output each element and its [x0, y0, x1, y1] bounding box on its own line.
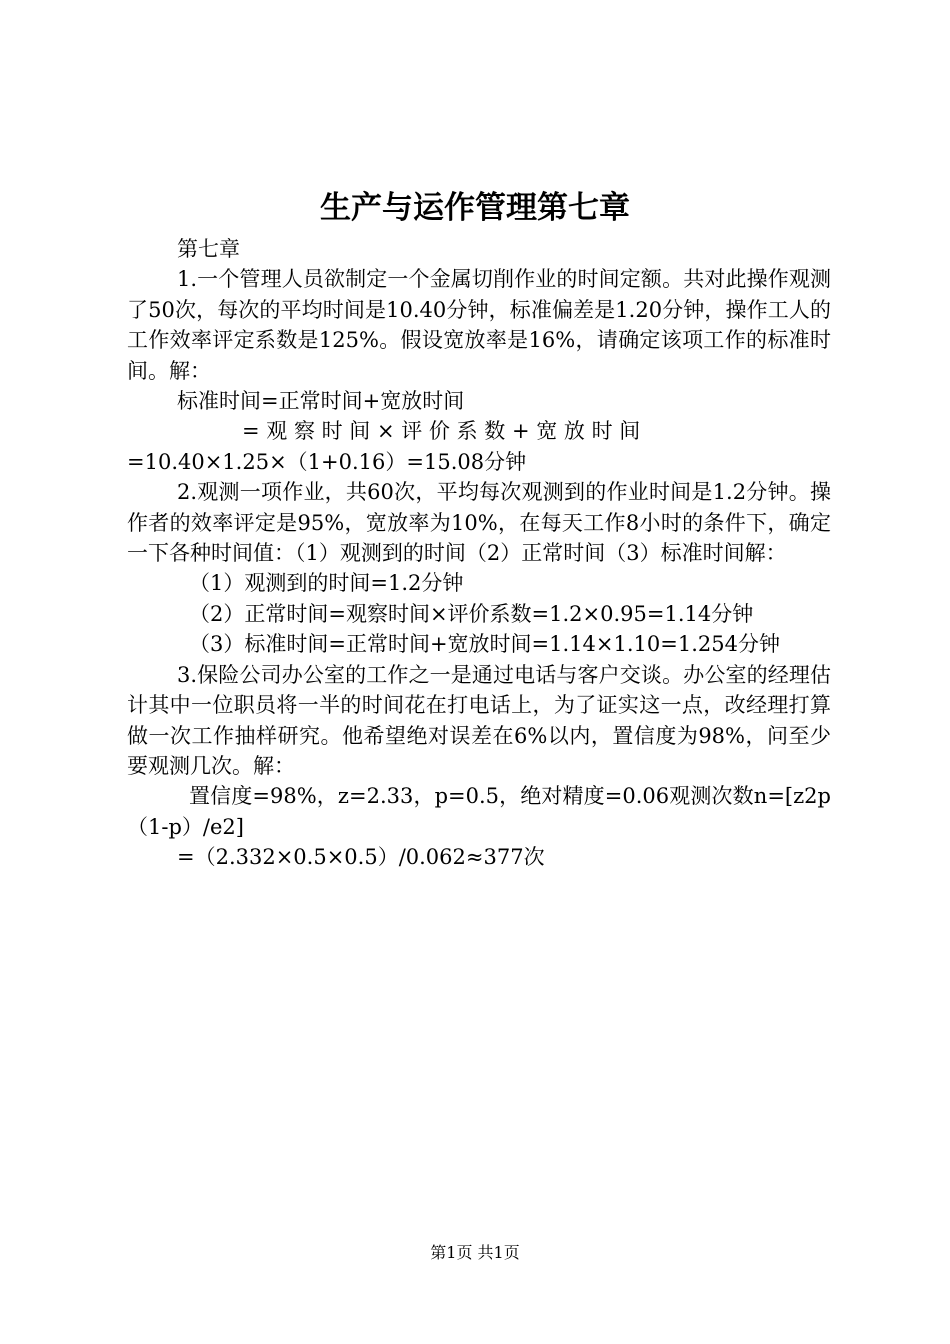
question-1: 1.一个管理人员欲制定一个金属切削作业的时间定额。共对此操作观测了50次，每次的平均时间是10.40分钟，标准偏差是1.20分钟，操作工人的工作效率评定系数是125%。假设宽放率是16%，请确定该项工作的标准时间。解： — [127, 267, 831, 383]
q2-answer-2: （2）正常时间=观察时间×评价系数=1.2×0.95=1.14分钟 — [189, 601, 754, 626]
question-3: 3.保险公司办公室的工作之一是通过电话与客户交谈。办公室的经理估计其中一位职员将一半的时间花在打电话上，为了证实这一点，改经理打算做一次工作抽样研究。他希望绝对误差在6%以内，置信度为98%，问至少要观测几次。解： — [127, 662, 831, 778]
q3-parameters: 置信度=98%，z=2.33，p=0.5，绝对精度=0.06观测次数n=[z2p（1-p）/e2] — [127, 784, 831, 839]
q2-answer-1: （1）观测到的时间=1.2分钟 — [189, 571, 464, 596]
q1-result: =10.40×1.25×（1+0.16）=15.08分钟 — [127, 449, 527, 474]
question-2: 2.观测一项作业，共60次，平均每次观测到的作业时间是1.2分钟。操作者的效率评定是95%，宽放率为10%，在每天工作8小时的条件下，确定一下各种时间值：（1）观测到的时间（2）正常时间（3）标准时间解： — [127, 480, 831, 566]
page-footer: 第1页 共1页 — [430, 1243, 520, 1262]
page-title: 生产与运作管理第七章 — [320, 190, 630, 226]
chapter-heading: 第七章 — [177, 237, 240, 261]
q3-result: =（2.332×0.5×0.5）/0.062≈377次 — [177, 845, 545, 870]
q1-formula-expansion: = 观 察 时 间 × 评 价 系 数 + 宽 放 时 间 — [242, 419, 641, 444]
q2-answer-3: （3）标准时间=正常时间+宽放时间=1.14×1.10=1.254分钟 — [189, 632, 780, 657]
q1-formula-line: 标准时间=正常时间+宽放时间 — [177, 389, 465, 414]
document-body — [127, 234, 831, 873]
